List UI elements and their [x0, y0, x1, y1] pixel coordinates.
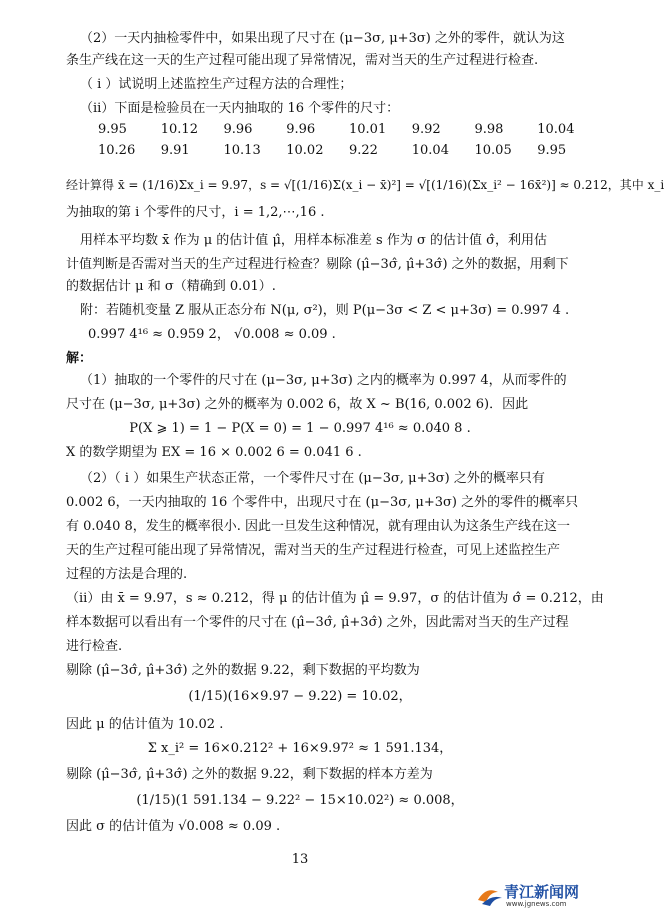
table-cell: 9.98 [474, 122, 504, 137]
table-cell: 10.01 [349, 122, 387, 137]
appendix-values: 0.997 4¹⁶ ≈ 0.959 2， √0.008 ≈ 0.09 . [88, 327, 336, 342]
problem-part2-intro-cont: 条生产线在这一天的生产过程可能出现了异常情况，需对当天的生产过程进行检查. [66, 53, 539, 68]
sum-squares-formula: Σ x_i² = 16×0.212² + 16×9.97² ≈ 1 591.134， [147, 741, 453, 756]
table-cell: 10.13 [223, 143, 261, 158]
table-cell: 9.22 [349, 143, 378, 158]
table-row [98, 122, 600, 143]
site-logo [476, 882, 586, 908]
table-cell: 9.96 [286, 122, 316, 137]
table-cell: 10.04 [411, 143, 449, 158]
solution-heading: 解： [66, 351, 93, 366]
mu-estimate: 因此 μ 的估计值为 10.02 . [66, 717, 224, 732]
remove-outlier-mean: 剔除 (μ̂−3σ̂, μ̂+3σ̂) 之外的数据 9.22，剩下数据的平均数为 [66, 663, 420, 678]
table-cell: 10.05 [474, 143, 512, 158]
logo-icon [476, 882, 586, 908]
mean-formula: (1/15)(16×9.97 − 9.22) = 10.02， [188, 689, 412, 704]
svg-text:青江新闻网: 青江新闻网 [504, 883, 580, 901]
computation-statement-cont: 为抽取的第 i 个零件的尺寸，i = 1,2,⋯,16 . [66, 205, 325, 220]
solution-part2-i: （2）（ i ）如果生产状态正常，一个零件尺寸在 (μ−3σ, μ+3σ) 之外的概率只有 [80, 471, 545, 486]
probability-formula: P(X ⩾ 1) = 1 − P(X = 0) = 1 − 0.997 4¹⁶ ≈ 0.040 8 . [129, 421, 471, 436]
solution-part1: （1）抽取的一个零件的尺寸在 (μ−3σ, μ+3σ) 之内的概率为 0.997 4，从而零件的 [80, 373, 567, 388]
question-ii: （ii）下面是检验员在一天内抽取的 16 个零件的尺寸： [80, 101, 400, 116]
solution-part2-i-cont2: 有 0.040 8，发生的概率很小. 因此一旦发生这种情况，就有理由认为这条生产线在这一 [66, 519, 571, 534]
remove-outlier-variance: 剔除 (μ̂−3σ̂, μ̂+3σ̂) 之外的数据 9.22，剩下数据的样本方差为 [66, 767, 433, 782]
problem-part2-intro: （2）一天内抽检零件中，如果出现了尺寸在 (μ−3σ, μ+3σ) 之外的零件，就认为这 [80, 31, 565, 46]
solution-part2-i-end: 过程的方法是合理的. [66, 567, 188, 582]
variance-formula: (1/15)(1 591.134 − 9.22² − 15×10.02²) ≈ 0.008， [136, 793, 464, 808]
svg-text:www.jgnews.com: www.jgnews.com [506, 900, 567, 908]
solution-part2-ii: （ii）由 x̄ = 9.97，s ≈ 0.212，得 μ 的估计值为 μ̂ = 9.97，σ 的估计值为 σ̂ = 0.212，由 [66, 591, 604, 606]
solution-part1-cont: 尺寸在 (μ−3σ, μ+3σ) 之外的概率为 0.002 6，故 X ~ B(16, 0.002 6)．因此 [66, 397, 529, 412]
estimation-instruction: 用样本平均数 x̄ 作为 μ 的估计值 μ̂，用样本标准差 s 作为 σ 的估计值 σ̂，利用估 [80, 233, 547, 248]
sample-data-table [98, 122, 600, 164]
table-cell: 9.95 [98, 122, 127, 137]
table-cell: 10.12 [160, 122, 198, 137]
solution-part2-ii-cont: 样本数据可以看出有一个零件的尺寸在 (μ̂−3σ̂, μ̂+3σ̂) 之外，因此需对当天的生产过程 [66, 615, 569, 630]
question-i: （ i ）试说明上述监控生产过程方法的合理性； [80, 77, 353, 92]
table-cell: 9.96 [223, 122, 253, 137]
solution-part2-i-cont1: 0.002 6，一天内抽取的 16 个零件中，出现尺寸在 (μ−3σ, μ+3σ) 之外的零件的概率只 [66, 495, 579, 510]
table-cell: 10.04 [537, 122, 575, 137]
solution-part2-ii-end: 进行检查. [66, 639, 123, 654]
table-cell: 9.91 [160, 143, 190, 158]
table-cell: 10.02 [286, 143, 324, 158]
computation-statement: 经计算得 x̄ = (1/16)Σx_i = 9.97，s = √[(1/16)Σ(x_i − x̄)²] = √[(1/16)(Σx_i² − 16x̄²)] ≈ 0.212，其中 x_i [66, 178, 664, 192]
solution-part2-i-cont3: 天的生产过程可能出现了异常情况，需对当天的生产过程进行检查，可见上述监控生产 [66, 543, 561, 558]
estimation-instruction-cont: 计值判断是否需对当天的生产过程进行检查？剔除 (μ̂−3σ̂, μ̂+3σ̂) 之外的数据，用剩下 [66, 257, 569, 272]
table-cell: 10.26 [98, 143, 136, 158]
sigma-estimate: 因此 σ 的估计值为 √0.008 ≈ 0.09 . [66, 819, 281, 834]
table-row [98, 143, 600, 164]
page-number: 13 [291, 852, 309, 867]
appendix-note: 附：若随机变量 Z 服从正态分布 N(μ, σ²)，则 P(μ−3σ < Z < μ+3σ) = 0.997 4 . [80, 303, 570, 318]
estimation-instruction-end: 的数据估计 μ 和 σ（精确到 0.01）. [66, 279, 276, 294]
table-cell: 9.95 [537, 143, 567, 158]
table-cell: 9.92 [411, 122, 441, 137]
expectation-formula: X 的数学期望为 EX = 16 × 0.002 6 = 0.041 6 . [66, 445, 362, 460]
